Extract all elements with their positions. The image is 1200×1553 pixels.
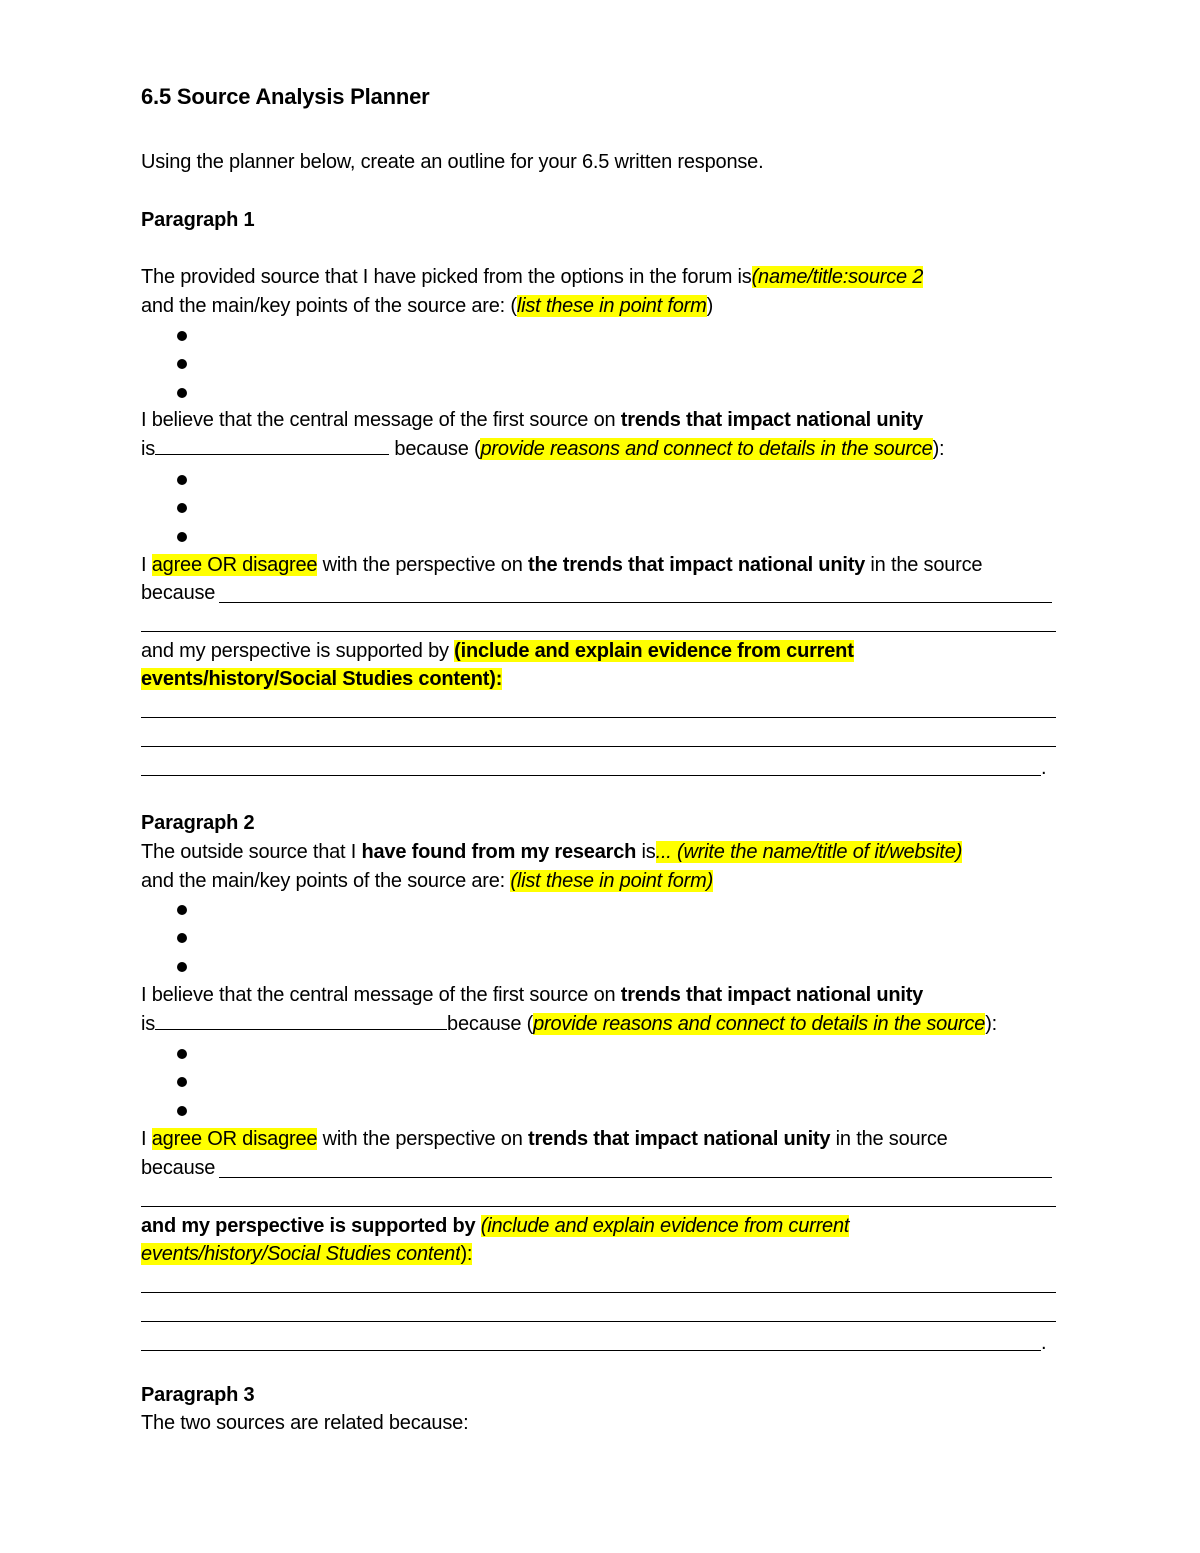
p1-evidence-highlight-1: (include and explain evidence from current	[454, 640, 854, 662]
p2-agree-highlight: agree OR disagree	[151, 1128, 318, 1150]
p2-answer-line-4[interactable]	[141, 1350, 1041, 1351]
p2-bullet-2	[177, 933, 187, 943]
p2-message-blank[interactable]	[155, 1011, 447, 1030]
p2-bullet-6	[177, 1106, 187, 1116]
p1-reasons-highlight: provide reasons and connect to details in the source	[480, 438, 933, 460]
p2-point-form-highlight: (list these in point form)	[510, 870, 714, 892]
p1-evidence-highlight-2: events/history/Social Studies content):	[141, 668, 503, 690]
p1-bullet-5	[177, 503, 187, 513]
p2-period: .	[1041, 1332, 1047, 1354]
p1-bullet-1	[177, 331, 187, 341]
p2-support-line: and my perspective is supported by (include and explain evidence from current	[141, 1215, 850, 1237]
p1-support-line: and my perspective is supported by (include and explain evidence from current	[141, 640, 854, 662]
p2-because-blank[interactable]	[219, 1177, 1052, 1178]
page-title: 6.5 Source Analysis Planner	[141, 84, 430, 109]
p1-answer-line-3[interactable]	[141, 746, 1056, 747]
p2-bullet-5	[177, 1077, 187, 1087]
p2-because-blank-line: because	[141, 1157, 216, 1179]
p3-related-line: The two sources are related because:	[141, 1412, 469, 1434]
p1-period: .	[1041, 757, 1047, 779]
p2-bullet-4	[177, 1049, 187, 1059]
paragraph-2-heading: Paragraph 2	[141, 812, 255, 834]
p2-because-line: is because (provide reasons and connect to details in the source):	[141, 1013, 998, 1035]
p2-reasons-highlight: provide reasons and connect to details in the source	[533, 1013, 986, 1035]
paragraph-1-heading: Paragraph 1	[141, 209, 255, 231]
p2-answer-line-1[interactable]	[141, 1206, 1056, 1207]
p2-support-line-2: events/history/Social Studies content):	[141, 1243, 473, 1265]
p1-support-line-2	[141, 666, 502, 692]
p1-message-blank[interactable]	[155, 436, 389, 455]
p1-central-message-line: I believe that the central message of the first source on trends that impact national unity	[141, 409, 924, 431]
p2-evidence-highlight-2: events/history/Social Studies content	[141, 1243, 461, 1265]
p2-answer-line-2[interactable]	[141, 1292, 1056, 1293]
p1-agree-line: I agree OR disagree with the perspective on the trends that impact national unity in the source	[141, 554, 983, 576]
intro-text: Using the planner below, create an outline for your 6.5 written response.	[141, 151, 764, 173]
p1-because-blank[interactable]	[219, 602, 1052, 603]
p1-bullet-6	[177, 532, 187, 542]
p2-source-name-highlight: ... (write the name/title of it/website)	[655, 841, 963, 863]
p1-because-blank-line: because	[141, 582, 216, 604]
paragraph-3-heading: Paragraph 3	[141, 1384, 255, 1406]
p1-key-points-line: and the main/key points of the source are: (list these in point form)	[141, 295, 714, 317]
p1-point-form-highlight: list these in point form	[516, 295, 707, 317]
p1-because-line: is because (provide reasons and connect to details in the source):	[141, 438, 945, 460]
p1-source-line: The provided source that I have picked from the options in the forum is(name/title:source 2	[141, 266, 924, 288]
p2-key-points-line: and the main/key points of the source are: (list these in point form)	[141, 870, 714, 892]
p2-answer-line-3[interactable]	[141, 1321, 1056, 1322]
p1-agree-highlight: agree OR disagree	[151, 554, 318, 576]
p2-source-line: The outside source that I have found from my research is... (write the name/title of it/website)	[141, 841, 963, 863]
p1-bullet-3	[177, 388, 187, 398]
p2-central-message-line: I believe that the central message of the first source on trends that impact national unity	[141, 984, 924, 1006]
p2-bullet-3	[177, 962, 187, 972]
p1-answer-line-4[interactable]	[141, 775, 1041, 776]
p2-evidence-highlight-1: (include and explain evidence from current	[480, 1215, 850, 1237]
p1-bullet-4	[177, 475, 187, 485]
p1-source-name-highlight: (name/title:source 2	[751, 266, 924, 288]
p1-bullet-2	[177, 359, 187, 369]
p2-bullet-1	[177, 905, 187, 915]
p1-answer-line-2[interactable]	[141, 717, 1056, 718]
p1-answer-line-1[interactable]	[141, 631, 1056, 632]
p2-agree-line: I agree OR disagree with the perspective on trends that impact national unity in the source	[141, 1128, 948, 1150]
